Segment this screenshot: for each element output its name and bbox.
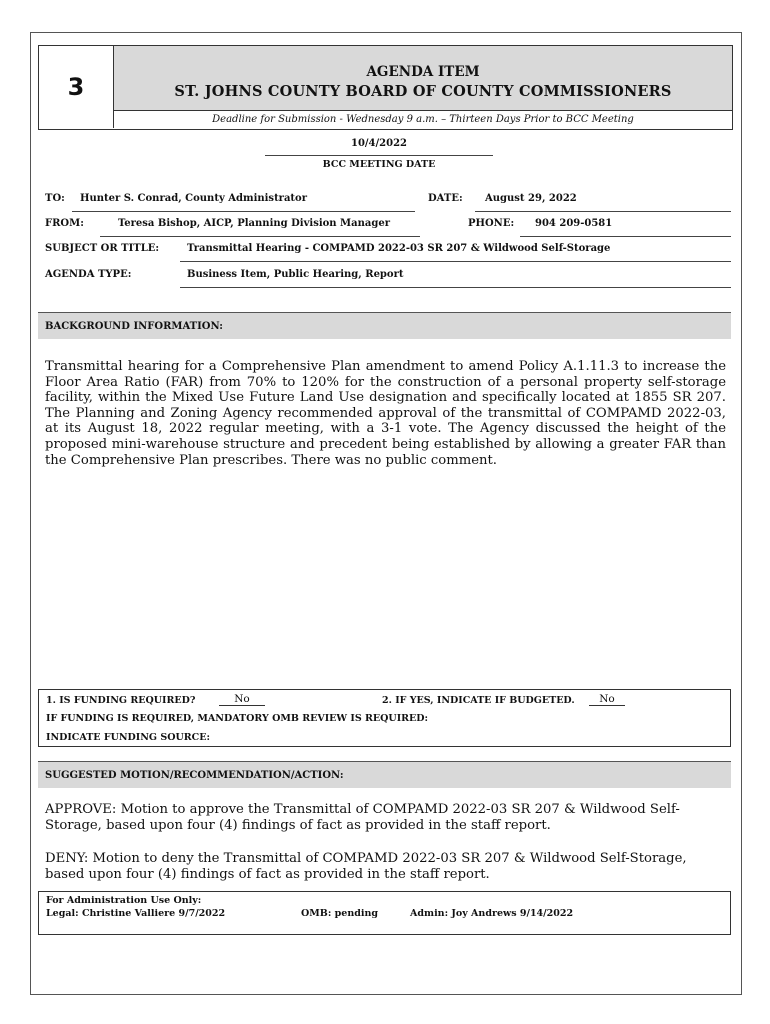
funding-source-label: INDICATE FUNDING SOURCE: (46, 732, 210, 743)
date-label: DATE: (428, 193, 463, 204)
from-label: FROM: (45, 218, 84, 229)
agenda-item-title: AGENDA ITEM (366, 64, 480, 80)
agenda-item-number: 3 (39, 46, 114, 128)
agenda-type-underline (180, 287, 731, 288)
admin-review: Admin: Joy Andrews 9/14/2022 (410, 908, 574, 919)
subject-label: SUBJECT OR TITLE: (45, 243, 160, 254)
background-heading: BACKGROUND INFORMATION: (38, 312, 731, 339)
subject-underline (180, 261, 731, 262)
to-label: TO: (45, 193, 65, 204)
phone-label: PHONE: (468, 218, 515, 229)
funding-box (38, 689, 731, 747)
date-value: August 29, 2022 (485, 193, 577, 204)
submission-deadline: Deadline for Submission - Wednesday 9 a.m. – Thirteen Days Prior to BCC Meeting (212, 114, 634, 125)
to-value: Hunter S. Conrad, County Administrator (80, 193, 307, 204)
funding-required-label: 1. IS FUNDING REQUIRED? (46, 695, 196, 706)
subject-value: Transmittal Hearing - COMPAMD 2022-03 SR 207 & Wildwood Self-Storage (187, 243, 611, 254)
from-value: Teresa Bishop, AICP, Planning Division Manager (118, 218, 390, 229)
agenda-type-label: AGENDA TYPE: (45, 269, 132, 280)
date-underline (475, 211, 731, 212)
omb-review-note: IF FUNDING IS REQUIRED, MANDATORY OMB REVIEW IS REQUIRED: (46, 713, 429, 724)
meeting-date: 10/4/2022 (350, 138, 407, 149)
deny-motion: DENY: Motion to deny the Transmittal of COMPAMD 2022-03 SR 207 & Wildwood Self-Storage, based upon four (4) findings of fact as provided in the staff report. (45, 851, 687, 882)
from-underline (100, 236, 420, 237)
budgeted-value: No (589, 693, 625, 706)
legal-review: Legal: Christine Valliere 9/7/2022 (46, 908, 226, 919)
to-underline (72, 211, 415, 212)
meeting-date-label: BCC MEETING DATE (322, 159, 436, 170)
omb-review: OMB: pending (301, 908, 379, 919)
approve-motion: APPROVE: Motion to approve the Transmittal of COMPAMD 2022-03 SR 207 & Wildwood Self-Storage, based upon four (4) findings of fact as provided in the staff report. (45, 802, 680, 833)
motion-heading: SUGGESTED MOTION/RECOMMENDATION/ACTION: (38, 761, 731, 788)
phone-underline (520, 236, 731, 237)
background-text: Transmittal hearing for a Comprehensive Plan amendment to amend Policy A.1.11.3 to increase the Floor Area Ratio (FAR) from 70% to 120% for the construction of a personal property self-storage facility, within the Mixed Use Future Land Use designation and specifically located at 1855 SR 207. The Planning and Zoning Agency recommended approval of the transmittal of COMPAMD 2022-03, at its August 18, 2022 regular meeting, with a 3-1 vote. The Agency discussed the height of the proposed mini-warehouse structure and precedent being established by allowing a greater FAR than the Comprehensive Plan prescribes. There was no public comment. (45, 359, 726, 468)
board-title: ST. JOHNS COUNTY BOARD OF COUNTY COMMISSIONERS (174, 83, 672, 100)
title-cell (114, 46, 732, 111)
agenda-type-value: Business Item, Public Hearing, Report (187, 269, 404, 280)
admin-heading: For Administration Use Only: (46, 895, 202, 906)
admin-box (38, 891, 731, 935)
agenda-header (38, 45, 733, 130)
phone-value: 904 209-0581 (535, 218, 613, 229)
funding-required-value: No (219, 693, 265, 706)
meeting-date-underline (265, 155, 493, 156)
budgeted-label: 2. IF YES, INDICATE IF BUDGETED. (382, 695, 575, 706)
